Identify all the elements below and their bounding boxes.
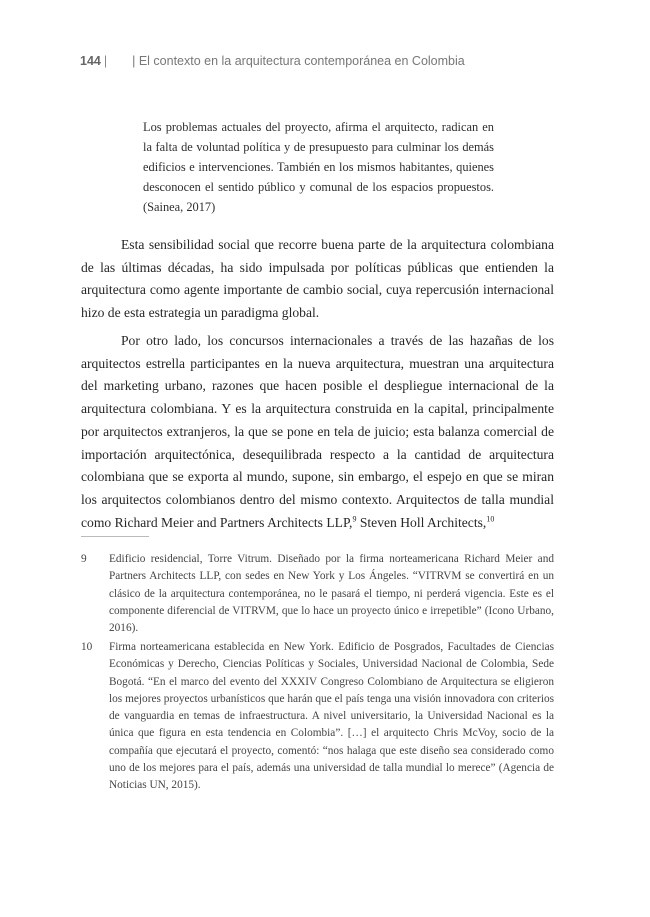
footnote-text: Firma norteamericana establecida en New York. Edificio de Posgrados, Facultades de Ciencias Económicas y Derecho, Ciencias Políticas y Sociales, Universidad Nacional de Colombia, Sede Bogotá. “En el marco del evento del XXXIV Congreso Colombiano de Arquitectura se eligieron los mejores proyectos urbanísticos que harán que el país tenga una visión innovadora con criterios de vanguardia en temas de infraestructura. A nivel universitario, la Universidad Nacional es la única que figura en esta tendencia en Colombia”. […] el arquitecto Chris McVoy, socio de la compañía que ejecutará el proyecto, comentó: “nos halaga que este diseño sea considerado como uno de los mejores para el país, además una universidad de talla mundial lo merece” (Agencia de Noticias UN, 2015).	[109, 641, 554, 792]
footnote-ref-10[interactable]: 10	[486, 514, 495, 524]
running-title: | El contexto en la arquitectura contemporánea en Colombia	[132, 54, 465, 68]
page-number: 144	[80, 54, 101, 68]
footnote-number: 9	[81, 553, 87, 565]
footnote-10	[81, 639, 554, 795]
footnote-ref-9[interactable]: 9	[352, 514, 357, 524]
header-separator: |	[103, 54, 108, 68]
footnote-9	[81, 551, 554, 637]
paragraph-2-text: Por otro lado, los concursos internacionales a través de las hazañas de los arquitectos estrella participantes en la nueva arquitectura, muestran una arquitectura del marketing urbano, razones que hacen posible el despliegue internacional de la arquitectura colombiana. Y es la arquitectura construida en la capital, principalmente por arquitectos extranjeros, la que se pone en tela de juicio; esta balanza comercial de importación arquitectónica, desequilibrada respecto a la cantidad de arquitectura colombiana que se exporta al mundo, supone, sin embargo, el espejo en que se miran los arquitectos colombianos dentro del mismo contexto. Arquitectos de talla mundial como Richard Meier and Partners Architects LLP,	[81, 333, 554, 530]
block-quote: Los problemas actuales del proyecto, afirma el arquitecto, radican en la falta de voluntad política y de presupuesto para culminar los demás edificios e intervenciones. También en los mismos habitantes, quienes desconocen el sentido público y comunal de los espacios propuestos. (Sainea, 2017)	[143, 120, 494, 214]
footnote-divider	[81, 536, 149, 537]
footnote-number: 10	[81, 641, 93, 653]
footnote-text: Edificio residencial, Torre Vitrum. Diseñado por la firma norteamericana Richard Meier and Partners Architects LLP, con sedes en New York y Los Ángeles. “VITRVM se convertirá en un clásico de la arquitectura contemporánea, no le pasará el tiempo, ni perderá vigencia. Este es el componente diferencial de VITRVM, que lo hace un proyecto único e irrepetible” (Icono Urbano, 2016).	[109, 553, 554, 635]
body-paragraph-1: Esta sensibilidad social que recorre buena parte de la arquitectura colombiana de las últimas décadas, ha sido impulsada por políticas públicas que entienden la arquitectura como agente importante de cambio social, cuya repercusión internacional hizo de esta estrategia un paradigma global.	[81, 237, 554, 321]
body-paragraph-2	[81, 330, 554, 534]
running-header	[80, 54, 590, 68]
paragraph-2-continuation: Steven Holl Architects,	[356, 514, 487, 530]
